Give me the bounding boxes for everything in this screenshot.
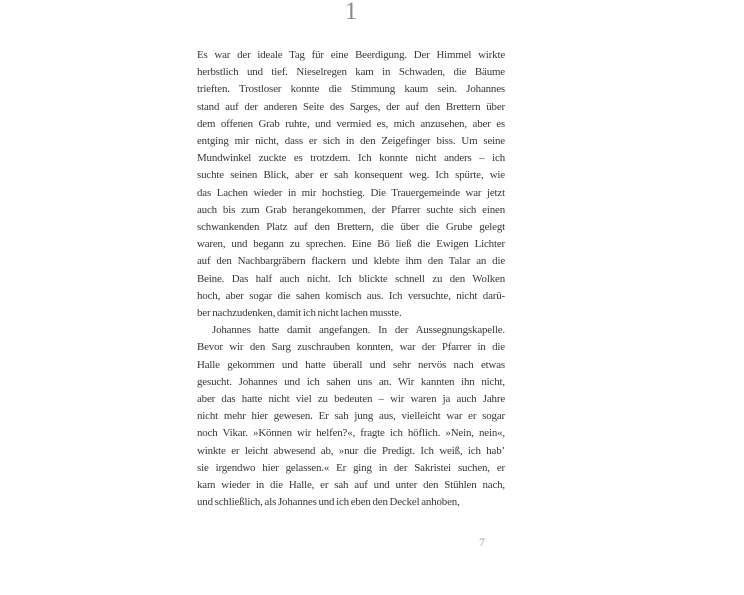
- text-line: Beine. Das half auch nicht. Ich blickte schnell zu den Wolken: [197, 272, 505, 285]
- text-line: aber das hatte nicht viel zu bedeuten – wir waren ja auch Jahre: [197, 393, 505, 406]
- body-text-block: [197, 47, 505, 511]
- text-line: Mundwinkel zuckte es trotzdem. Ich konnte nicht anders – ich: [197, 152, 505, 165]
- text-line: kam wieder in die Halle, er sah auf und unter den Stühlen nach,: [197, 479, 505, 492]
- paragraph: [197, 47, 505, 322]
- text-line: das Lachen wieder in mir hochstieg. Die Trauergemeinde war jetzt: [197, 186, 505, 199]
- text-line: nicht mehr hier gewesen. Er sah jung aus, vielleicht war er sogar: [197, 410, 505, 423]
- text-line: Halle gekommen und hatte überall und sehr nervös nach etwas: [197, 358, 505, 371]
- text-line: auch bis zum Grab herangekommen, der Pfarrer suchte sich einen: [197, 203, 505, 216]
- text-line: sie irgendwo hier gelassen.« Er ging in der Sakristei suchen, er: [197, 461, 505, 474]
- text-line: stand auf der anderen Seite des Sarges, der auf den Brettern über: [197, 100, 505, 113]
- text-line: Johannes hatte damit angefangen. In der Aussegnungskapelle.: [212, 324, 505, 337]
- text-line: Es war der ideale Tag für eine Beerdigung. Der Himmel wirkte: [197, 49, 505, 61]
- text-line: noch Vikar. »Können wir helfen?«, fragte ich höflich. »Nein, nein«,: [197, 427, 505, 440]
- text-line: dem offenen Grab ruhte, und vermied es, mich anzusehen, aber es: [197, 117, 505, 130]
- page-number: 7: [479, 535, 485, 549]
- text-line: winkte er leicht abwesend ab, »nur die Predigt. Ich weiß, ich hab’: [197, 444, 505, 457]
- text-line: auf den Nachbargräbern flackern und klebte ihm den Talar an die: [197, 255, 505, 268]
- text-line: schwankenden Platz auf den Brettern, die über die Grube gelegt: [197, 221, 505, 234]
- text-line: gesucht. Johannes und ich sahen uns an. Wir kannten ihn nicht,: [197, 375, 505, 388]
- text-line: waren, und begann zu sprechen. Eine Bö ließ die Ewigen Lichter: [197, 238, 505, 251]
- text-line: trieften. Trostloser konnte die Stimmung kaum sein. Johannes: [197, 83, 505, 96]
- text-line: ber nachzudenken, damit ich nicht lachen musste.: [197, 307, 402, 320]
- paragraph: [197, 322, 505, 511]
- text-line: hoch, aber sogar die sahen komisch aus. Ich versuchte, nicht darü-: [197, 289, 505, 302]
- text-line: entging mir nicht, dass er sich in den Zeigefinger biss. Um seine: [197, 135, 505, 148]
- text-line: und schließlich, als Johannes und ich eben den Deckel anhoben,: [197, 496, 460, 509]
- text-line: suchte seinen Blick, aber er sah konsequent weg. Ich spürte, wie: [197, 169, 505, 182]
- chapter-number: 1: [344, 0, 358, 25]
- text-line: herbstlich und tief. Nieselregen kam in Schwaden, die Bäume: [197, 66, 505, 79]
- text-line: Bevor wir den Sarg zuschrauben konnten, war der Pfarrer in die: [197, 341, 505, 354]
